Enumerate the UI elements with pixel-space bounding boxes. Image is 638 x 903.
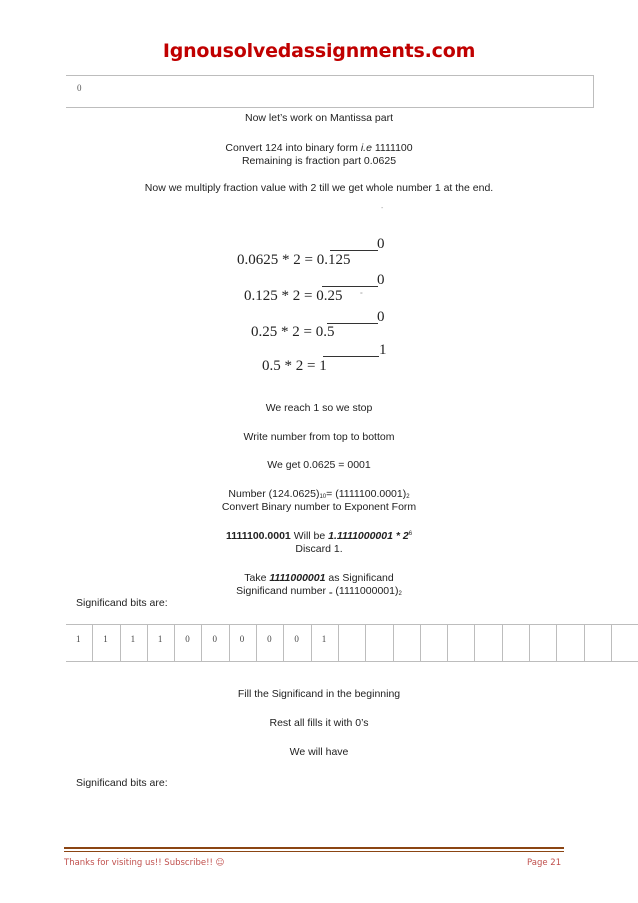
bit-cell [230,625,257,661]
step-expression: 0.125 * 2 = 0.25 [244,288,343,304]
bit-cell [585,625,612,661]
base-2: 2 [398,591,402,597]
base-10: 10 [319,494,327,500]
write-line: Write number from top to bottom [243,431,395,443]
mantissa-intro: Now let’s work on Mantissa part [244,112,394,124]
step-digit: 0 [377,236,385,252]
stray-dot: ° [360,292,363,299]
bit-value: 1 [130,634,136,644]
bit-value: 0 [239,634,245,644]
bit-cell [66,625,93,661]
bit-cell [121,625,148,661]
will-be-text: Will be [290,530,329,542]
step-expression: 0.0625 * 2 = 0.125 [237,252,351,268]
bit-value: 0 [294,634,299,644]
underline-1 [330,250,378,251]
top-table-row [66,75,594,108]
significand-label: Significand bits are: [76,597,168,609]
remaining-line: Remaining is fraction part 0.0625 [241,155,397,167]
page-number: Page 21 [527,858,562,868]
significand-label: Significand bits are: [76,777,168,789]
ie-text: i.e [360,142,372,154]
bit-cell [530,625,557,661]
bit-cell [93,625,120,661]
step-digit: 1 [379,342,387,358]
exponent: 6 [408,531,413,537]
convert-text: Convert 124 into binary form [225,142,361,154]
step-expression: 0.5 * 2 = 1 [262,358,327,374]
underline-3 [327,323,378,324]
significand-number-line [0,585,638,597]
rest-line: Rest all fills it with 0’s [269,717,369,729]
bit-cell [284,625,311,661]
underline-2 [322,286,378,287]
number-decimal: Number (124.0625) [228,488,320,500]
bit-cell [312,625,339,661]
bit-cell [257,625,284,661]
site-title: Ignousolvedassignments.com [162,40,476,62]
exponent-heading: Convert Binary number to Exponent Form [221,501,417,513]
number-binary: = (1111100.0001) [326,488,407,500]
will-be-line [0,530,638,542]
bit-cell [203,625,230,661]
bit-value: 1 [321,634,327,644]
top-table-cell: 0 [77,83,82,93]
bit-cell [366,625,393,661]
take-line [0,572,638,584]
discard-line: Discard 1. [295,543,343,555]
significand-bits-table [66,624,638,662]
reach-line: We reach 1 so we stop [265,402,373,414]
bit-value: 0 [185,634,190,644]
fill-line: Fill the Significand in the beginning [237,688,401,700]
bit-cell [503,625,530,661]
step-digit: 0 [377,272,385,288]
bit-cell [612,625,638,661]
significand-bold: 1111000001 [269,572,326,584]
normalized-form: 1.1111000001 * 2 [328,530,409,542]
as-significand-text: as Significand [325,572,394,584]
footer-divider [64,851,564,852]
bit-cell [339,625,366,661]
bit-value: 0 [212,634,217,644]
convert-line [0,142,638,154]
take-text: Take [244,572,270,584]
bit-value: 1 [157,634,163,644]
bit-value: 0 [267,634,272,644]
stray-dot: - [381,205,384,212]
footer-divider [64,847,564,849]
bit-value: 1 [76,634,81,644]
equals-sub: = [328,591,333,597]
footer-thanks: Thanks for visiting us!! Subscribe!! ☺ [64,858,225,868]
bit-cell [476,625,503,661]
step-digit: 0 [377,309,385,325]
binary-value: 1111100 [371,142,413,154]
get-line: We get 0.0625 = 0001 [267,459,371,471]
bit-cell [394,625,421,661]
significand-number-text: Significand number [236,585,329,597]
bit-cell [175,625,202,661]
binary-bold: 1111100.0001 [225,530,291,542]
bit-value: 1 [103,634,108,644]
bit-cell [421,625,448,661]
bit-cell [148,625,175,661]
step-expression: 0.25 * 2 = 0.5 [251,324,335,340]
bit-cell [448,625,475,661]
will-have-line: We will have [289,746,349,758]
underline-4 [323,356,379,357]
base-2: 2 [406,494,410,500]
bit-cell [557,625,584,661]
number-line [0,488,638,500]
multiply-instruction: Now we multiply fraction value with 2 till we get whole number 1 at the end. [144,182,494,194]
significand-value: (1111000001) [332,585,399,597]
